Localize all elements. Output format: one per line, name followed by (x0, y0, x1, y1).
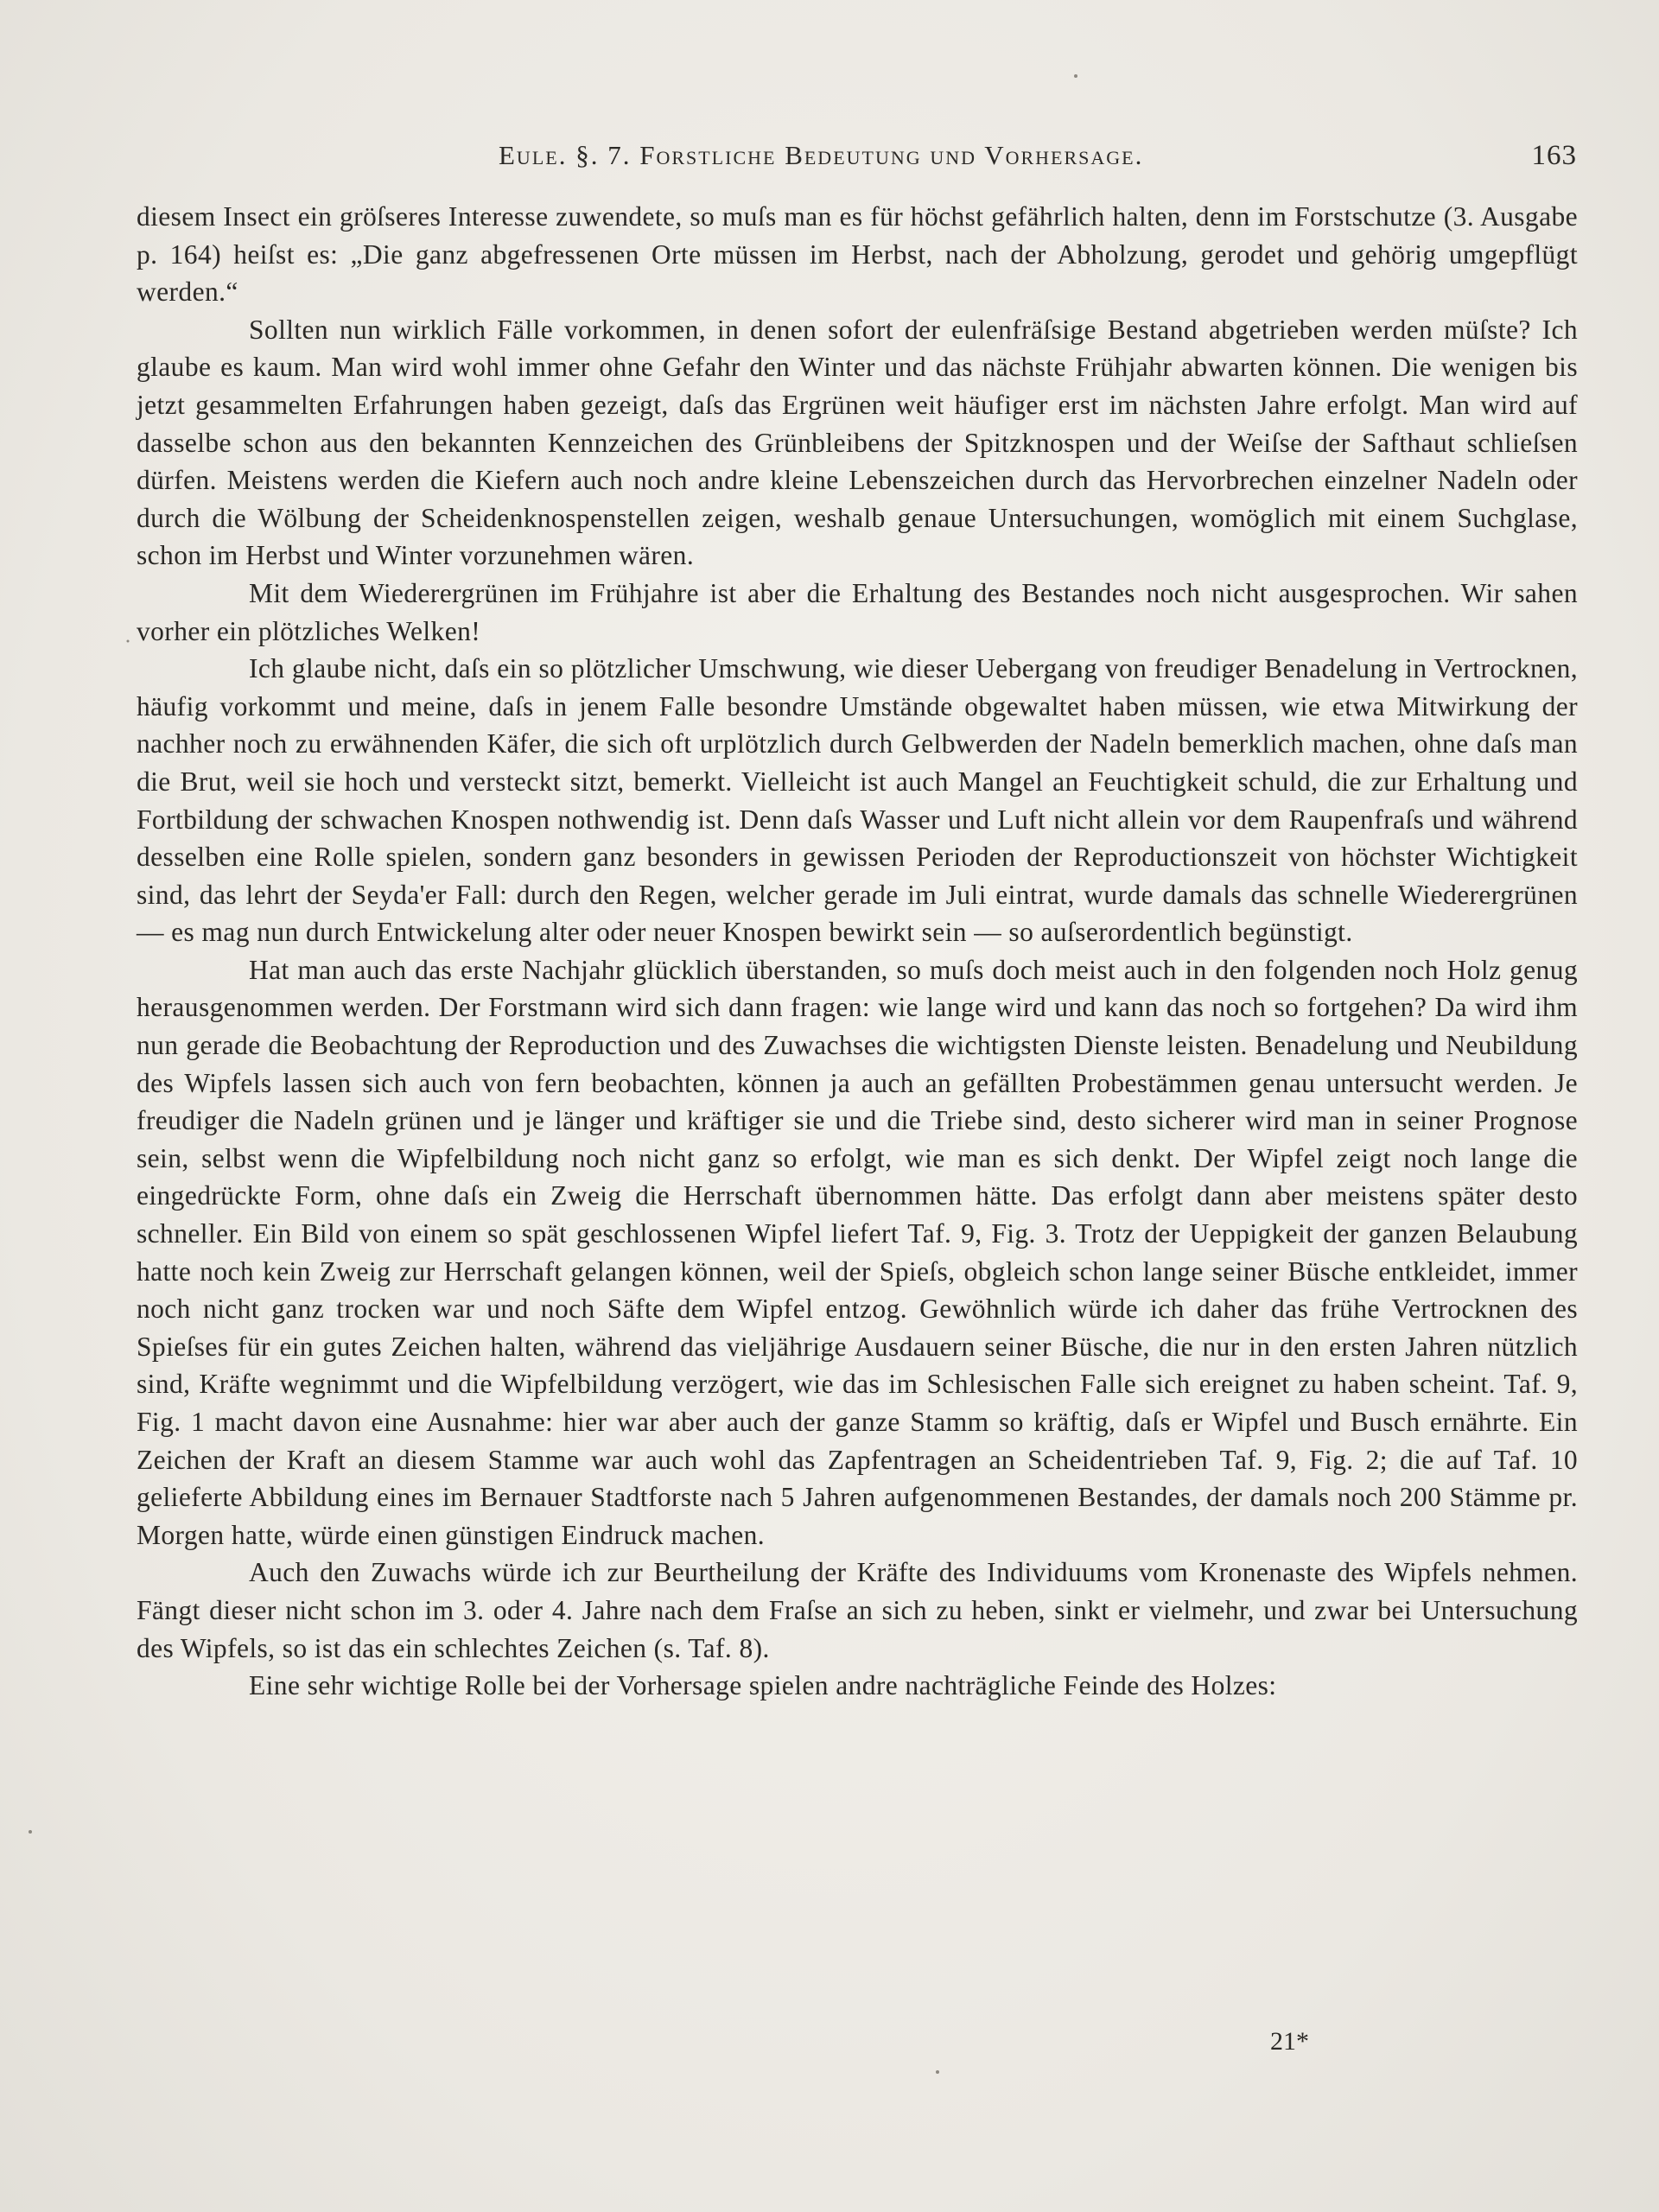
paragraph-6: Auch den Zuwachs würde ich zur Beurtheilung der Kräfte des Individuums vom Kronenaste des Wipfels nehmen. Fängt dieser nicht schon im 3. oder 4. Jahre nach dem Fraſse an sich zu heben, sinkt er vielmehr, und zwar bei Untersuchung des Wipfels, so ist das ein schlechtes Zeichen (s. Taf. 8). (137, 1557, 1578, 1663)
paragraph-3: Mit dem Wiederergrünen im Frühjahre ist aber die Erhaltung des Bestandes noch nicht ausgesprochen. Wir sahen vorher ein plötzliches Welken! (137, 577, 1578, 646)
running-head: Eule. §. 7. Forstliche Bedeutung und Vorhersage. (499, 140, 1144, 170)
paragraph-2: Sollten nun wirklich Fälle vorkommen, in denen sofort der eulenfräſsige Bestand abgetrieben werden müſste? Ich glaube es kaum. Man wird wohl immer ohne Gefahr den Winter und das nächste Frühjahr abwarten können. Die wenigen bis jetzt gesammelten Erfahrungen haben gezeigt, daſs das Ergrünen weit häufiger erst im nächsten Jahre erfolgt. Man wird auf dasselbe schon aus den bekannten Kennzeichen des Grünbleibens der Spitzknospen und der Weiſse der Safthaut schlieſsen dürfen. Meistens werden die Kiefern auch noch andre kleine Lebenszeichen durch das Hervorbrechen einzelner Nadeln oder durch die Wölbung der Scheidenknospenstellen zeigen, weshalb genaue Untersuchungen, womöglich mit einem Suchglase, schon im Herbst und Winter vorzunehmen wären. (137, 314, 1578, 571)
paragraph-5: Hat man auch das erste Nachjahr glücklich überstanden, so muſs doch meist auch in den folgenden noch Holz genug herausgenommen werden. Der Forstmann wird sich dann fragen: wie lange wird und kann das noch so fortgehen? Da wird ihm nun gerade die Beobachtung der Reproduction und des Zuwachses die wichtigsten Dienste leisten. Benadelung und Neubildung des Wipfels lassen sich auch von fern beobachten, können ja auch an gefällten Probestämmen genau untersucht werden. Je freudiger die Nadeln grünen und je länger und kräftiger sie und die Triebe sind, desto sicherer wird man in seiner Prognose sein, selbst wenn die Wipfelbildung noch nicht ganz so erfolgt, wie man es sich denkt. Der Wipfel zeigt noch lange die eingedrückte Form, ohne daſs ein Zweig die Herrschaft übernommen hätte. Das erfolgt dann aber meistens später desto schneller. Ein Bild von einem so spät geschlossenen Wipfel liefert Taf. 9, Fig. 3. Trotz der Ueppigkeit der ganzen Belaubung hatte noch kein Zweig zur Herrschaft gelangen können, weil der Spieſs, obgleich schon lange seiner Büsche entkleidet, immer noch nicht ganz trocken war und noch Säfte dem Wipfel entzog. Gewöhnlich würde ich daher das frühe Vertrocknen des Spieſses für ein gutes Zeichen halten, während das vieljährige Ausdauern seiner Büsche, die nur in den ersten Jahren nützlich sind, Kräfte wegnimmt und die Wipfelbildung verzögert, wie das im Schlesischen Falle sich ereignet zu haben scheint. Taf. 9, Fig. 1 macht davon eine Ausnahme: hier war aber auch der ganze Stamm so kräftig, daſs er Wipfel und Busch ernährte. Ein Zeichen der Kraft an diesem Stamme war auch wohl das Zapfentragen an Scheidentrieben Taf. 9, Fig. 2; die auf Taf. 10 gelieferte Abbildung eines im Bernauer Stadtforste nach 5 Jahren aufgenommenen Bestandes, der damals noch 200 Stämme pr. Morgen hatte, würde einen günstigen Eindruck machen. (137, 954, 1578, 1550)
signature-mark: 21* (1270, 2027, 1309, 2056)
paragraph-1: diesem Insect ein gröſseres Interesse zuwendete, so muſs man es für höchst gefährlich halten, denn im Forstschutze (3. Ausgabe p. 164) heiſst es: „Die ganz abgefressenen Orte müssen im Herbst, nach der Abholzung, gerodet und gehörig umgepflügt werden.“ (137, 201, 1578, 308)
page-number: 163 (1531, 140, 1577, 171)
page-header (138, 137, 1577, 180)
body-text (137, 198, 1578, 1705)
paragraph-4: Ich glaube nicht, daſs ein so plötzlicher Umschwung, wie dieser Uebergang von freudiger Benadelung in Vertrocknen, häufig vorkommt und meine, daſs in jenem Falle besondre Umstände obgewaltet haben müssen, wie etwa Mitwirkung der nachher noch zu erwähnenden Käfer, die sich oft urplötzlich durch Gelbwerden der Nadeln bemerklich machen, ohne daſs man die Brut, weil sie hoch und versteckt sitzt, bemerkt. Vielleicht ist auch Mangel an Feuchtigkeit schuld, die zur Erhaltung und Fortbildung der schwachen Knospen nothwendig ist. Denn daſs Wasser und Luft nicht allein vor dem Raupenfraſs und während desselben eine Rolle spielen, sondern ganz besonders in gewissen Perioden der Reproductionszeit von höchster Wichtigkeit sind, das lehrt der Seyda'er Fall: durch den Regen, welcher gerade im Juli eintrat, wurde damals das schnelle Wiederergrünen — es mag nun durch Entwickelung alter oder neuer Knospen bewirkt sein — so auſserordentlich begünstigt. (137, 653, 1578, 948)
paragraph-7: Eine sehr wichtige Rolle bei der Vorhersage spielen andre nachträgliche Feinde des Holzes: (249, 1670, 1277, 1701)
